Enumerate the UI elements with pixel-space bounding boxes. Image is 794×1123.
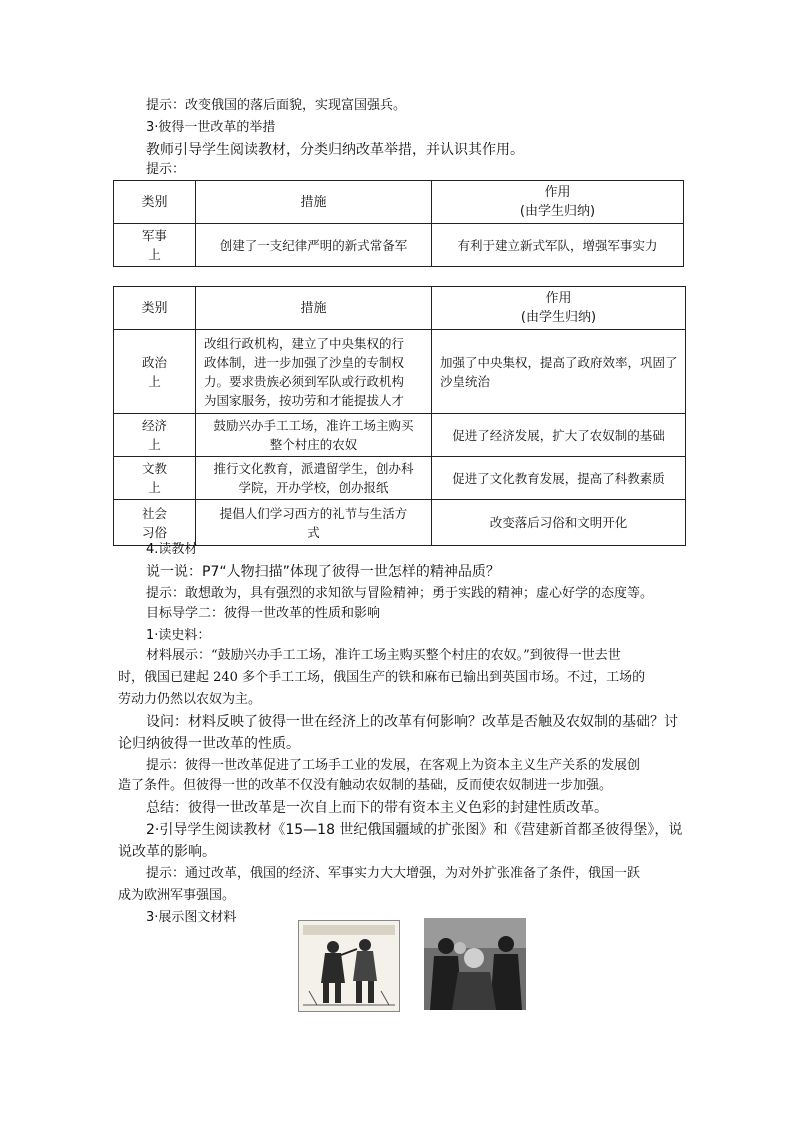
row-effect: 改变落后习俗和文明开化 [432, 500, 686, 546]
reform-table-other [113, 286, 686, 546]
row-effect: 加强了中央集权，提高了政府效率，巩固了沙皇统治 [432, 330, 686, 414]
show-materials-heading: 3·展示图文材料 [146, 910, 237, 925]
row-effect: 有利于建立新式军队，增强军事实力 [432, 224, 684, 267]
measure-line: 改组行政机构，建立了中央集权的行 [204, 335, 405, 351]
header-category: 类别 [114, 287, 196, 330]
table-row [114, 457, 686, 500]
header-effect-note: (由学生归纳) [520, 310, 597, 325]
hint-line: 成为欧洲军事强国。 [118, 888, 236, 903]
row-measure [196, 330, 432, 414]
summary-line: 总结：彼得一世改革是一次自上而下的带有资本主义色彩的封建性质改革。 [146, 800, 608, 816]
row-measure [196, 224, 432, 267]
table-row [114, 224, 684, 267]
category-line: 上 [148, 437, 161, 452]
question-line: 论归纳彼得一世改革的性质。 [118, 736, 300, 752]
row-category [114, 330, 196, 414]
category-line: 政治 [141, 354, 167, 370]
measure-line: 鼓励兴办手工工场，准许工场主购买 [213, 418, 414, 433]
measure-line: 创建了一支纪律严明的新式常备军 [219, 237, 408, 253]
category-line: 文教 [141, 461, 167, 476]
measure-line: 政体制，进一步加强了沙皇的专制权 [204, 354, 405, 370]
header-effect-title: 作用 [544, 185, 571, 200]
table-header-row [114, 181, 684, 224]
row-measure [196, 500, 432, 546]
row-effect: 促进了经济发展，扩大了农奴制的基础 [432, 414, 686, 457]
reform-table-military [113, 180, 684, 267]
category-line: 军事 [141, 228, 167, 243]
table-row [114, 500, 686, 546]
measure-line: 为国家服务，按功劳和才能提拔人才 [204, 392, 405, 408]
hint-line: 造了条件。但彼得一世的改革不仅没有触动农奴制的基础，反而使农奴制进一步加强。 [118, 778, 613, 793]
hint-label: 提示： [146, 162, 186, 177]
measure-line: 力。要求贵族必须到军队或行政机构 [204, 373, 405, 389]
header-effect [432, 181, 684, 224]
header-category: 类别 [114, 181, 196, 224]
material-line: 时，俄国已建起 240 多个手工工场，俄国生产的铁和麻布已输出到英国市场。不过，工场的 [118, 670, 646, 685]
section-3-heading: 3·彼得一世改革的举措 [146, 120, 276, 135]
header-measure: 措施 [196, 287, 432, 330]
category-line: 上 [148, 247, 161, 262]
row-measure [196, 457, 432, 500]
row-category [114, 224, 196, 267]
row-effect: 促进了文化教育发展，提高了科教素质 [432, 457, 686, 500]
category-line: 习俗 [141, 524, 167, 540]
category-line: 上 [148, 480, 161, 495]
table-row [114, 330, 686, 414]
measure-line: 提倡人们学习西方的礼节与生活方 [219, 505, 408, 521]
row-measure [196, 414, 432, 457]
table-header-row [114, 287, 686, 330]
historical-photo [424, 918, 526, 1010]
read-source-heading: 1·读史料： [146, 628, 211, 643]
row-category [114, 500, 196, 546]
row-category [114, 457, 196, 500]
header-effect-title: 作用 [545, 291, 572, 306]
measure-line: 推行文化教育，派遣留学生，创办科 [213, 461, 414, 476]
material-line: 材料展示：“鼓励兴办手工工场，准许工场主购买整个村庄的农奴。”到彼得一世去世 [146, 648, 621, 663]
header-effect-note: (由学生归纳) [519, 204, 596, 219]
discussion-question: 说一说：P7“人物扫描”体现了彼得一世怎样的精神品质？ [146, 564, 500, 580]
guide-line: 教师引导学生阅读教材，分类归纳改革举措，并认识其作用。 [146, 142, 524, 158]
header-measure: 措施 [196, 181, 432, 224]
guide-line: 说改革的影响。 [118, 844, 216, 860]
guide-line: 2·引导学生阅读教材《15—18 世纪俄国疆域的扩张图》和《营建新首都圣彼得堡》，说 [146, 822, 683, 838]
question-line: 设问：材料反映了彼得一世在经济上的改革有何影响？改革是否触及农奴制的基础？讨 [146, 714, 678, 730]
hint-line: 提示：通过改革，俄国的经济、军事实力大大增强，为对外扩张准备了条件，俄国一跃 [146, 866, 641, 881]
category-line: 社会 [141, 505, 167, 521]
hint-line: 提示：彼得一世改革促进了工场手工业的发展，在客观上为资本主义生产关系的发展创 [146, 758, 641, 773]
category-line: 上 [148, 373, 161, 389]
table-row [114, 414, 686, 457]
measure-line: 整个村庄的农奴 [269, 437, 358, 452]
measure-line: 学院，开办学校，创办报纸 [238, 480, 389, 495]
objective-2-heading: 目标导学二：彼得一世改革的性质和影响 [146, 606, 381, 621]
hint-line: 提示：敢想敢为，具有强烈的求知欲与冒险精神；勇于实践的精神；虚心好学的态度等。 [146, 586, 654, 601]
beard-cutting-engraving [298, 920, 400, 1012]
material-line: 劳动力仍然以农奴为主。 [118, 692, 262, 707]
header-effect [432, 287, 686, 330]
hint-line-1: 提示：改变俄国的落后面貌，实现富国强兵。 [146, 98, 407, 113]
measure-line: 式 [307, 524, 320, 540]
category-line: 经济 [141, 418, 167, 433]
row-category [114, 414, 196, 457]
read-textbook-heading: 4.读教材 [146, 542, 198, 557]
